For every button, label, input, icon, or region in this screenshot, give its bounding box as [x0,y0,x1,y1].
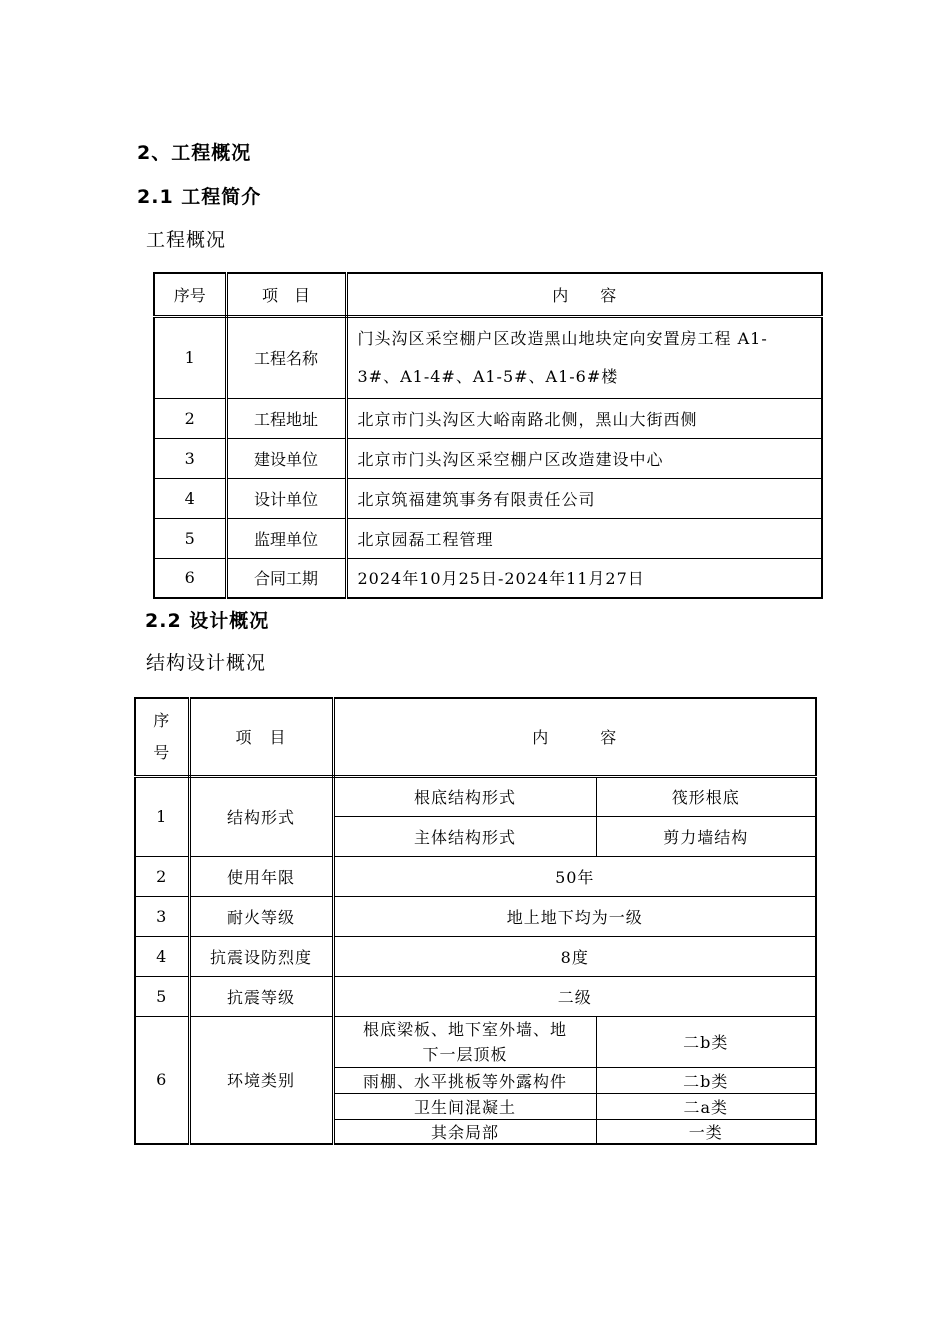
row-no: 5 [154,518,226,558]
header-no: 序号 [154,273,226,316]
row-no: 1 [135,776,189,856]
row-content: 北京市门头沟区采空棚户区改造建设中心 [346,438,822,478]
row-item: 监理单位 [226,518,346,558]
header-no-line: 序 [153,710,171,730]
table-row [154,478,822,518]
row-item: 工程名称 [226,316,346,398]
row-no: 4 [154,478,226,518]
row-no: 2 [135,856,189,896]
sub-item-value: 一类 [596,1119,816,1144]
sub-item-label-line: 下一层顶板 [422,1044,508,1064]
header-item: 项 目 [226,273,346,316]
row-item: 设计单位 [226,478,346,518]
row-content-line: 3#、A1-4#、A1-5#、A1-6#楼 [357,366,619,386]
header-item: 项 目 [189,698,333,776]
table-row [154,316,822,398]
sub-item-label [333,1016,596,1067]
table-caption-overview: 工程概况 [146,229,227,251]
row-item: 使用年限 [189,856,333,896]
sub-item-label: 根底结构形式 [333,776,596,816]
row-content [346,316,822,398]
table-row [135,1016,816,1067]
table-header-row [154,273,822,316]
table-row [154,558,822,598]
row-item: 合同工期 [226,558,346,598]
table-row [154,398,822,438]
header-no-line: 号 [153,742,171,762]
header-no [135,698,189,776]
table-row [154,438,822,478]
row-content: 2024年10月25日-2024年11月27日 [346,558,822,598]
table-row [135,936,816,976]
row-value: 地上地下均为一级 [333,896,816,936]
table-row [135,776,816,816]
header-content: 内 容 [333,698,816,776]
row-no: 6 [135,1016,189,1144]
section-heading-intro: 2.1 工程简介 [137,186,262,208]
table-row [135,896,816,936]
row-content: 北京园磊工程管理 [346,518,822,558]
sub-item-value: 二a类 [596,1093,816,1119]
row-content-line: 门头沟区采空棚户区改造黑山地块定向安置房工程 A1- [357,328,768,348]
row-item: 抗震设防烈度 [189,936,333,976]
sub-item-label-line: 根底梁板、地下室外墙、地 [362,1019,567,1039]
section-heading-overview: 2、工程概况 [137,142,252,164]
row-no: 3 [135,896,189,936]
sub-item-label: 卫生间混凝土 [333,1093,596,1119]
row-item: 结构形式 [189,776,333,856]
sub-item-label: 其余局部 [333,1119,596,1144]
sub-item-value: 筏形根底 [596,776,816,816]
row-no: 6 [154,558,226,598]
row-content: 北京筑福建筑事务有限责任公司 [346,478,822,518]
row-item: 建设单位 [226,438,346,478]
sub-item-value: 剪力墙结构 [596,816,816,856]
table-row [135,976,816,1016]
row-no: 5 [135,976,189,1016]
structure-design-table [134,697,817,1145]
row-no: 1 [154,316,226,398]
row-value: 50年 [333,856,816,896]
row-item: 环境类别 [189,1016,333,1144]
row-value: 8度 [333,936,816,976]
row-no: 4 [135,936,189,976]
section-heading-design: 2.2 设计概况 [145,610,270,632]
table-row [135,856,816,896]
table-row [154,518,822,558]
row-item: 耐火等级 [189,896,333,936]
sub-item-label: 雨棚、水平挑板等外露构件 [333,1067,596,1093]
table-caption-structure: 结构设计概况 [146,652,267,674]
row-value: 二级 [333,976,816,1016]
sub-item-label: 主体结构形式 [333,816,596,856]
table-header-row [135,698,816,776]
row-item: 工程地址 [226,398,346,438]
header-content: 内 容 [346,273,822,316]
row-content: 北京市门头沟区大峪南路北侧，黑山大街西侧 [346,398,822,438]
sub-item-value: 二b类 [596,1067,816,1093]
row-no: 2 [154,398,226,438]
project-overview-table [153,272,823,599]
sub-item-value: 二b类 [596,1016,816,1067]
row-item: 抗震等级 [189,976,333,1016]
row-no: 3 [154,438,226,478]
